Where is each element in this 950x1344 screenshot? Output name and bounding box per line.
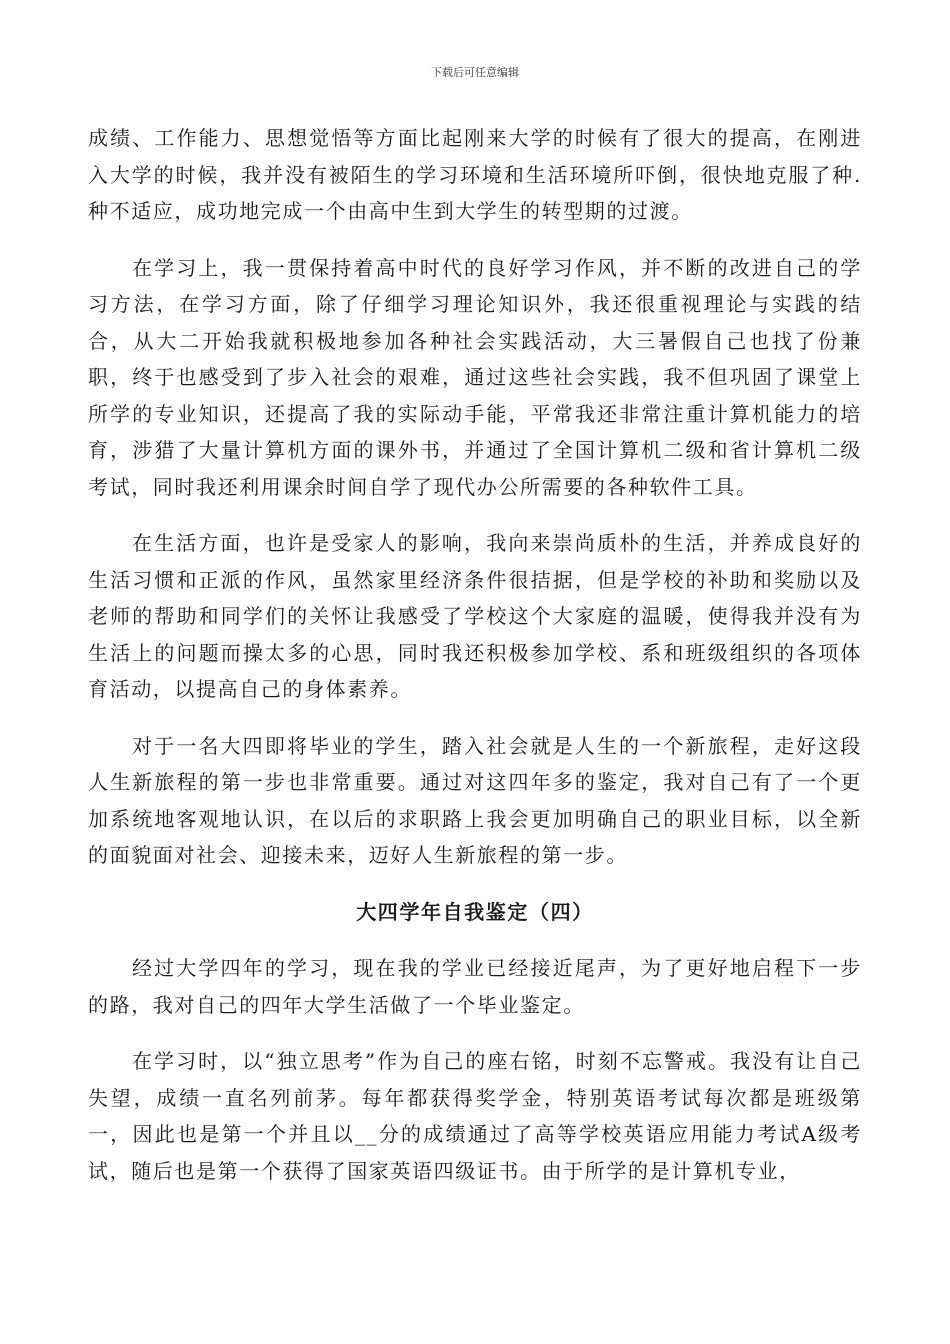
document-body — [88, 120, 862, 1189]
paragraph-learning: 在学习时，以“独立思考”作为自己的座右铭，时刻不忘警戒。我没有让自己失望，成绩一直名列前茅。每年都获得奖学金，特别英语考试每次都是班级第一，因此也是第一个并且以__分的成绩通过了高等学校英语应用能力考试A级考试，随后也是第一个获得了国家英语四级证书。由于所学的是计算机专业， — [88, 1049, 862, 1183]
paragraph-intro: 经过大学四年的学习，现在我的学业已经接近尾声，为了更好地启程下一步的路，我对自己的四年大学生活做了一个毕业鉴定。 — [88, 956, 862, 1017]
paragraph-study: 在学习上，我一贯保持着高中时代的良好学习作风，并不断的改进自己的学习方法，在学习方面，除了仔细学习理论知识外，我还很重视理论与实践的结合，从大二开始我就积极地参加各种社会实践活动，大三暑假自己也找了份兼职，终于也感受到了步入社会的艰难，通过这些社会实践，我不但巩固了课堂上所学的专业知识，还提高了我的实际动手能，平常我还非常注重计算机能力的培育，涉猎了大量计算机方面的课外书，并通过了全国计算机二级和省计算机二级考试，同时我还利用课余时间自学了现代办公所需要的各种软件工具。 — [88, 255, 862, 499]
paragraph-continuation: 成绩、工作能力、思想觉悟等方面比起刚来大学的时候有了很大的提高，在刚进入大学的时候，我并没有被陌生的学习环境和生活环境所吓倒，很快地克服了种.种不适应，成功地完成一个由高中生到大学生的转型期的过渡。 — [88, 126, 862, 223]
section-title: 大四学年自我鉴定（四） — [356, 899, 594, 924]
paragraph-life: 在生活方面，也许是受家人的影响，我向来崇尚质朴的生活，并养成良好的生活习惯和正派的作风，虽然家里经济条件很拮据，但是学校的补助和奖励以及老师的帮助和同学们的关怀让我感受了学校这个大家庭的温暖，使得我并没有为生活上的问题而操太多的心思，同时我还积极参加学校、系和班级组织的各项体育活动，以提高自己的身体素养。 — [88, 531, 862, 701]
page-header-note: 下载后可任意编辑 — [431, 66, 519, 79]
paragraph-future: 对于一名大四即将毕业的学生，踏入社会就是人生的一个新旅程，走好这段人生新旅程的第一步也非常重要。通过对这四年多的鉴定，我对自己有了一个更加系统地客观地认识，在以后的求职路上我会更加明确自己的职业目标，以全新的面貌面对社会、迎接未来，迈好人生新旅程的第一步。 — [88, 733, 862, 867]
